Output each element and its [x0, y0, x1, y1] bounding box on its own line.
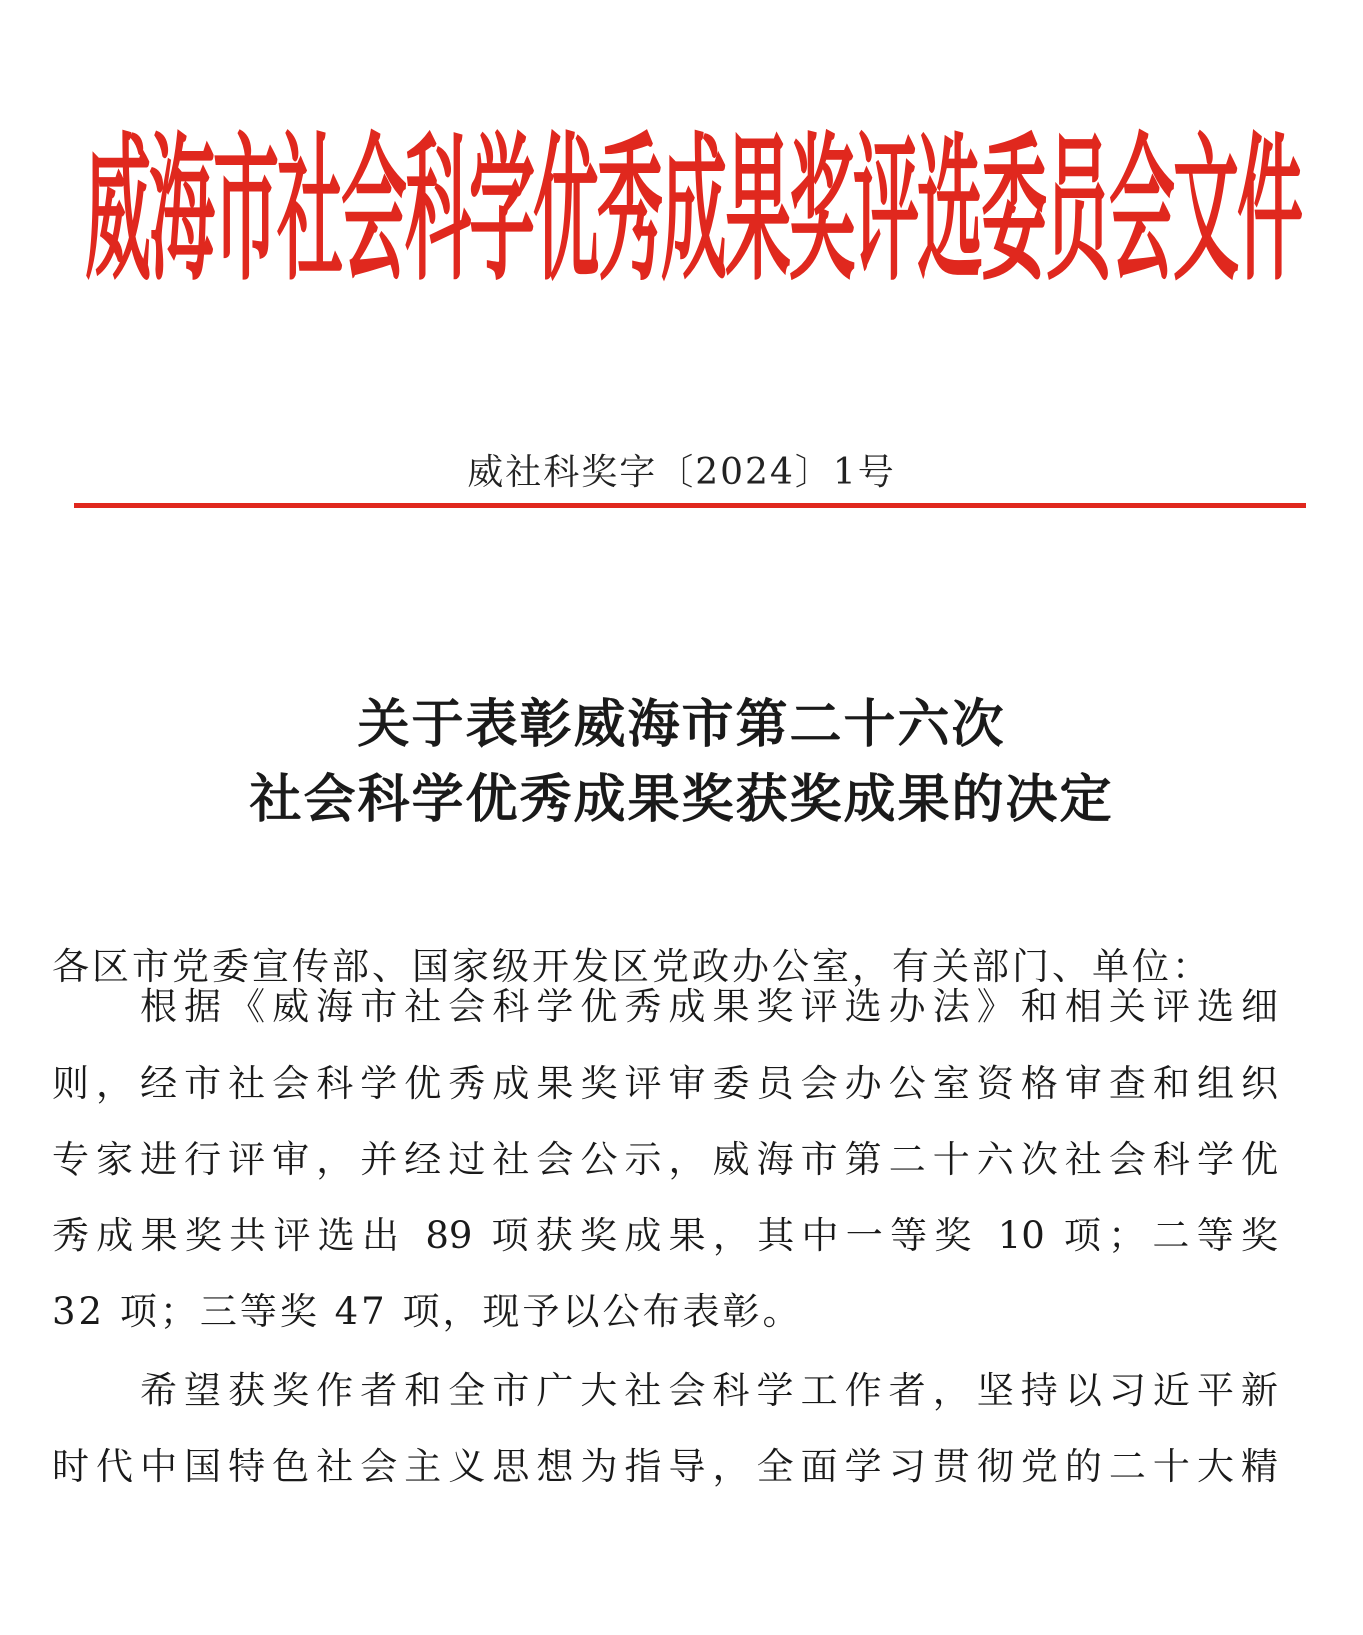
masthead-title: 威海市社会科学优秀成果奖评选委员会文件 — [85, 118, 1301, 304]
red-divider — [74, 503, 1306, 508]
body-line: 32 项；三等奖 47 项，现予以公布表彰。 — [52, 1290, 803, 1333]
document-number: 威社科奖字〔2024〕1号 — [467, 452, 896, 493]
body-line: 时代中国特色社会主义思想为指导，全面学习贯彻党的二十大精 — [52, 1445, 1278, 1488]
body-line: 希望获奖作者和全市广大社会科学工作者，坚持以习近平新 — [140, 1369, 1278, 1412]
body-line: 则，经市社会科学优秀成果奖评审委员会办公室资格审查和组织 — [52, 1062, 1278, 1105]
body-line: 专家进行评审，并经过社会公示，威海市第二十六次社会科学优 — [52, 1138, 1278, 1181]
headline-line-2: 社会科学优秀成果奖获奖成果的决定 — [249, 769, 1114, 830]
salutation: 各区市党委宣传部、国家级开发区党政办公室，有关部门、单位： — [52, 945, 1212, 988]
headline-line-1: 关于表彰威海市第二十六次 — [357, 694, 1006, 755]
body-line: 秀成果奖共评选出 89 项获奖成果，其中一等奖 10 项；二等奖 — [52, 1214, 1278, 1257]
body-line: 根据《威海市社会科学优秀成果奖评选办法》和相关评选细 — [140, 985, 1278, 1028]
